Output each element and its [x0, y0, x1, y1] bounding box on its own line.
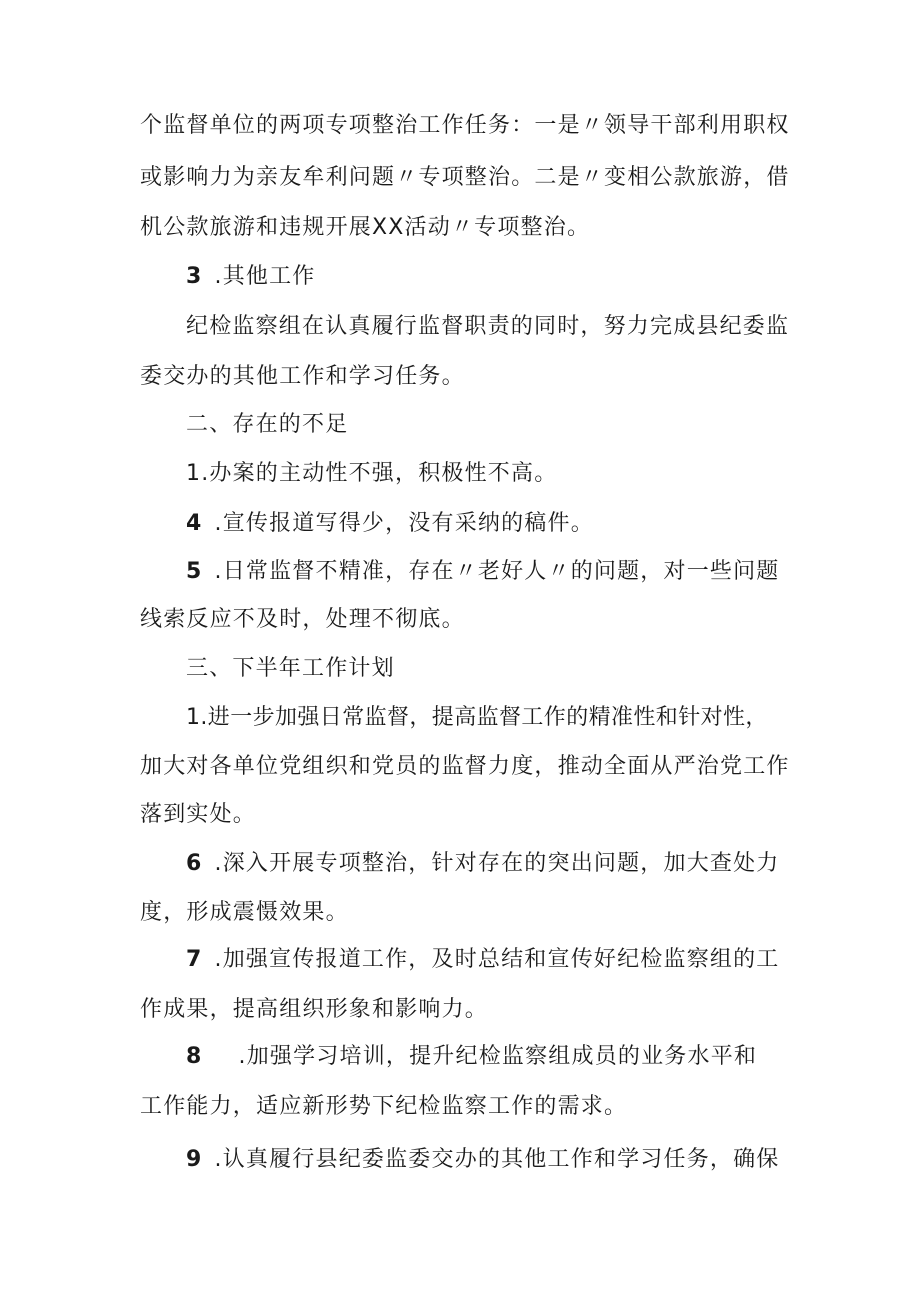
paragraph-line: 纪检监察组在认真履行监督职责的同时，努力完成县纪委监 — [186, 314, 790, 339]
paragraph-line: 线索反应不及时，处理不彻底。 — [140, 607, 465, 632]
list-item — [186, 557, 780, 587]
paragraph-line: 机公款旅游和违规开展XX活动〃专项整治。 — [140, 215, 591, 240]
paragraph-line: 度，形成震慑效果。 — [140, 900, 349, 925]
item-text: .其他工作 — [214, 264, 316, 289]
item-text: .加强学习培训，提升纪检监察组成员的业务水平和 — [238, 1044, 758, 1069]
section-subheading — [186, 262, 316, 292]
item-text: .深入开展专项整治，针对存在的突出问题，加大查处力 — [214, 851, 780, 876]
item-number: 6 — [186, 851, 203, 876]
paragraph-line: 工作能力，适应新形势下纪检监察工作的需求。 — [140, 1094, 628, 1119]
list-item: 1.进一步加强日常监督，提高监督工作的精准性和针对性， — [186, 705, 768, 730]
paragraph-line: 个监督单位的两项专项整治工作任务：一是〃领导干部利用职权 — [140, 113, 790, 138]
item-number: 8 — [186, 1044, 203, 1069]
section-heading: 二、存在的不足 — [186, 412, 349, 437]
item-text: .认真履行县纪委监委交办的其他工作和学习任务，确保 — [214, 1147, 780, 1172]
paragraph-line: 委交办的其他工作和学习任务。 — [140, 364, 465, 389]
paragraph-line: 或影响力为亲友牟利问题〃专项整治。二是〃变相公款旅游，借 — [140, 165, 790, 190]
list-item — [186, 1145, 780, 1175]
section-heading: 三、下半年工作计划 — [186, 656, 395, 681]
item-number: 7 — [186, 947, 203, 972]
item-number: 9 — [186, 1147, 203, 1172]
item-text: .日常监督不精准，存在〃老好人〃的问题，对一些问题 — [214, 559, 780, 584]
item-text: .加强宣传报道工作，及时总结和宣传好纪检监察组的工 — [214, 947, 780, 972]
paragraph-line: 加大对各单位党组织和党员的监督力度，推动全面从严治党工作 — [140, 754, 790, 779]
item-number: 4 — [186, 511, 203, 536]
paragraph-line: 落到实处。 — [140, 802, 257, 827]
list-item — [186, 509, 594, 539]
list-item — [186, 1042, 757, 1072]
list-item: 1.办案的主动性不强，积极性不高。 — [186, 461, 558, 486]
item-text: .宣传报道写得少，没有采纳的稿件。 — [214, 511, 594, 536]
list-item — [186, 849, 780, 879]
list-item — [186, 945, 780, 975]
item-number: 3 — [186, 264, 203, 289]
paragraph-line: 作成果，提高组织形象和影响力。 — [140, 997, 489, 1022]
item-number: 5 — [186, 559, 203, 584]
